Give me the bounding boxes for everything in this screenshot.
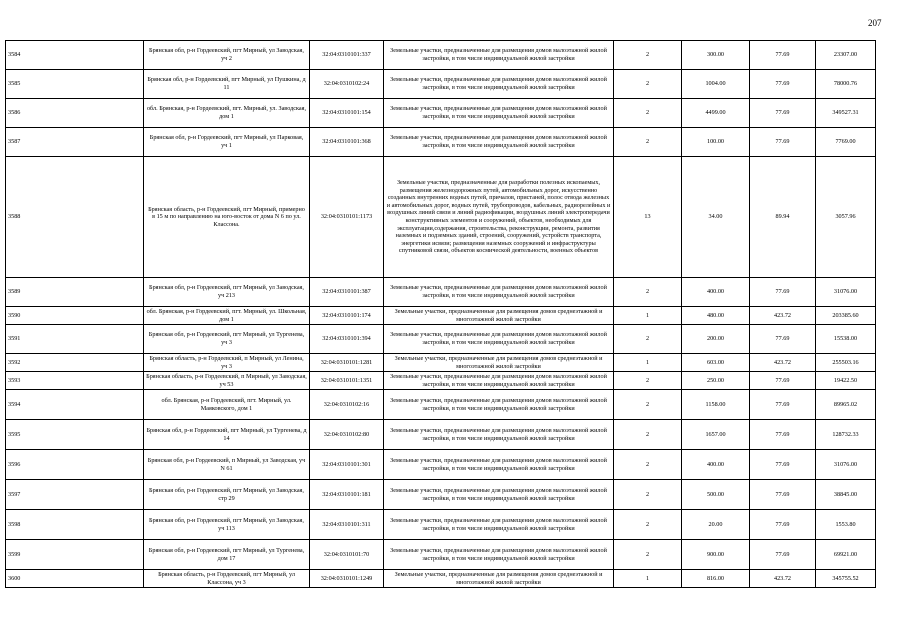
cadastral-value-cell: 15538.00 (816, 325, 876, 354)
area-cell: 300.00 (682, 41, 750, 70)
table-row (6, 510, 876, 540)
cadastral-number-cell: 32:04:0310101:70 (310, 540, 384, 570)
row-number-cell: 3590 (6, 307, 144, 325)
use-code-cell: 2 (614, 420, 682, 450)
land-use-cell: Земельные участки, предназначенные для размещения домов малоэтажной жилой застройки, в том числе индивидуальной жилой застройки (384, 128, 614, 157)
use-code-cell: 2 (614, 480, 682, 510)
use-code-cell: 1 (614, 307, 682, 325)
cadastral-number-cell: 32:04:0310101:174 (310, 307, 384, 325)
cadastral-value-cell: 38845.00 (816, 480, 876, 510)
rate-cell: 423.72 (750, 570, 816, 588)
cadastral-value-cell: 345755.52 (816, 570, 876, 588)
area-cell: 500.00 (682, 480, 750, 510)
use-code-cell: 2 (614, 70, 682, 99)
table-body (6, 41, 876, 588)
row-number-cell: 3599 (6, 540, 144, 570)
cadastral-value-cell: 31076.00 (816, 450, 876, 480)
rate-cell: 77.69 (750, 450, 816, 480)
table-row (6, 450, 876, 480)
address-cell: Брянская обл, р-н Гордеевский, пгт Мирный, ул Заводская, уч 2 (144, 41, 310, 70)
cadastral-number-cell: 32:04:0310101:1281 (310, 354, 384, 372)
land-use-cell: Земельные участки, предназначенные для размещения домов среднеэтажной и многоэтажной жилой застройки (384, 307, 614, 325)
use-code-cell: 2 (614, 390, 682, 420)
cadastral-value-cell: 203385.60 (816, 307, 876, 325)
address-cell: обл. Брянская, р-н Гордеевский, пгт. Мирный, ул. Заводская, дом 1 (144, 99, 310, 128)
rate-cell: 77.69 (750, 128, 816, 157)
cadastral-value-cell: 69921.00 (816, 540, 876, 570)
table-row (6, 70, 876, 99)
land-use-cell: Земельные участки, предназначенные для размещения домов малоэтажной жилой застройки, в том числе индивидуальной жилой застройки (384, 510, 614, 540)
rate-cell: 77.69 (750, 390, 816, 420)
cadastral-value-cell: 255503.16 (816, 354, 876, 372)
rate-cell: 423.72 (750, 307, 816, 325)
table-row (6, 157, 876, 278)
area-cell: 4499.00 (682, 99, 750, 128)
land-use-cell: Земельные участки, предназначенные для размещения домов малоэтажной жилой застройки, в том числе индивидуальной жилой застройки (384, 540, 614, 570)
land-use-cell: Земельные участки, предназначенные для размещения домов малоэтажной жилой застройки, в том числе индивидуальной жилой застройки (384, 99, 614, 128)
rate-cell: 77.69 (750, 99, 816, 128)
rate-cell: 77.69 (750, 540, 816, 570)
land-use-cell: Земельные участки, предназначенные для размещения домов среднеэтажной и многоэтажной жилой застройки (384, 354, 614, 372)
use-code-cell: 2 (614, 372, 682, 390)
row-number-cell: 3597 (6, 480, 144, 510)
address-cell: Брянская обл, р-н Гордеевский, пгт Мирный, ул Заводская, уч 213 (144, 278, 310, 307)
cadastral-value-cell: 89965.02 (816, 390, 876, 420)
row-number-cell: 3584 (6, 41, 144, 70)
table-row (6, 480, 876, 510)
cadastral-value-cell: 128732.33 (816, 420, 876, 450)
address-cell: Брянская обл, р-н Гордеевский, пгт Мирный, ул Пушкина, д 11 (144, 70, 310, 99)
land-use-cell: Земельные участки, предназначенные для размещения домов малоэтажной жилой застройки, в том числе индивидуальной жилой застройки (384, 325, 614, 354)
land-use-cell: Земельные участки, предназначенные для размещения домов малоэтажной жилой застройки, в том числе индивидуальной жилой застройки (384, 420, 614, 450)
cadastral-number-cell: 32:04:0310101:368 (310, 128, 384, 157)
land-use-cell: Земельные участки, предназначенные для размещения домов малоэтажной жилой застройки, в том числе индивидуальной жилой застройки (384, 480, 614, 510)
area-cell: 900.00 (682, 540, 750, 570)
cadastral-number-cell: 32:04:0310101:394 (310, 325, 384, 354)
address-cell: Брянская обл, р-н Гордеевский, пгт Мирный, ул Заводская, стр 29 (144, 480, 310, 510)
land-use-cell: Земельные участки, предназначенные для размещения домов малоэтажной жилой застройки, в том числе индивидуальной жилой застройки (384, 278, 614, 307)
area-cell: 480.00 (682, 307, 750, 325)
rate-cell: 77.69 (750, 325, 816, 354)
area-cell: 603.00 (682, 354, 750, 372)
use-code-cell: 2 (614, 510, 682, 540)
cadastral-number-cell: 32:04:0310101:311 (310, 510, 384, 540)
rate-cell: 77.69 (750, 278, 816, 307)
address-cell: Брянская обл, р-н Гордеевский, пгт Мирный, ул Заводская, уч 113 (144, 510, 310, 540)
row-number-cell: 3600 (6, 570, 144, 588)
rate-cell: 77.69 (750, 372, 816, 390)
land-use-cell: Земельные участки, предназначенные для размещения домов малоэтажной жилой застройки, в том числе индивидуальной жилой застройки (384, 372, 614, 390)
cadastral-number-cell: 32:04:0310102:16 (310, 390, 384, 420)
cadastral-number-cell: 32:04:0310101:181 (310, 480, 384, 510)
cadastral-value-cell: 31076.00 (816, 278, 876, 307)
area-cell: 816.00 (682, 570, 750, 588)
cadastral-value-cell: 78000.76 (816, 70, 876, 99)
page-number: 207 (868, 18, 882, 28)
cadastral-number-cell: 32:04:0310101:1351 (310, 372, 384, 390)
land-registry-table (5, 40, 876, 588)
table-row (6, 99, 876, 128)
table-row (6, 307, 876, 325)
address-cell: Брянская область, р-н Гордеевский, п Мирный, ул Ленина, уч 3 (144, 354, 310, 372)
address-cell: Брянская обл, р-н Гордеевский, пгт Мирный, ул Парковая, уч 1 (144, 128, 310, 157)
table-row (6, 540, 876, 570)
area-cell: 400.00 (682, 278, 750, 307)
rate-cell: 77.69 (750, 510, 816, 540)
address-cell: Брянская обл, р-н Гордеевский, пгт Мирный, ул Тургенева, уч 3 (144, 325, 310, 354)
row-number-cell: 3585 (6, 70, 144, 99)
address-cell: Брянская область, р-н Гордеевский, пгт Мирный, ул Классона, уч 3 (144, 570, 310, 588)
row-number-cell: 3592 (6, 354, 144, 372)
use-code-cell: 2 (614, 128, 682, 157)
land-use-cell: Земельные участки, предназначенные для размещения домов малоэтажной жилой застройки, в том числе индивидуальной жилой застройки (384, 70, 614, 99)
table-row (6, 390, 876, 420)
rate-cell: 77.69 (750, 420, 816, 450)
cadastral-value-cell: 349527.31 (816, 99, 876, 128)
row-number-cell: 3591 (6, 325, 144, 354)
address-cell: Брянская обл, р-н Гордеевский, пгт Мирный, ул Тургенева, д 14 (144, 420, 310, 450)
area-cell: 200.00 (682, 325, 750, 354)
address-cell: Брянская область, р-н Гордеевский, п Мирный, ул Заводская, уч 53 (144, 372, 310, 390)
rate-cell: 89.94 (750, 157, 816, 278)
table-row (6, 278, 876, 307)
address-cell: Брянская обл, р-н Гордеевский, пгт Мирный, ул Тургенева, дом 17 (144, 540, 310, 570)
address-cell: Брянская обл, р-н Гордеевский, п Мирный, ул Заводская, уч N 61 (144, 450, 310, 480)
use-code-cell: 2 (614, 41, 682, 70)
cadastral-value-cell: 19422.50 (816, 372, 876, 390)
rate-cell: 77.69 (750, 70, 816, 99)
table-row (6, 128, 876, 157)
row-number-cell: 3586 (6, 99, 144, 128)
area-cell: 1657.00 (682, 420, 750, 450)
table-row (6, 372, 876, 390)
use-code-cell: 2 (614, 540, 682, 570)
row-number-cell: 3587 (6, 128, 144, 157)
land-use-cell: Земельные участки, предназначенные для размещения домов малоэтажной жилой застройки, в том числе индивидуальной жилой застройки (384, 390, 614, 420)
row-number-cell: 3588 (6, 157, 144, 278)
cadastral-number-cell: 32:04:0310102:80 (310, 420, 384, 450)
area-cell: 250.00 (682, 372, 750, 390)
cadastral-value-cell: 7769.00 (816, 128, 876, 157)
area-cell: 1158.00 (682, 390, 750, 420)
table-row (6, 420, 876, 450)
rate-cell: 77.69 (750, 480, 816, 510)
land-use-cell: Земельные участки, предназначенные для разработки полезных ископаемых, размещения железнодорожных путей, автомобильных дорог, искусственно созданных внутренних водных путей, причалов, пристаней, полос отвода железных и автомобильных дорог, водных путей, трубопроводов, кабельных, радиорелейных и воздушных линий связи и линий радиофикации, воздушных линий электропередачи конструктивных элементов и сооружений, объектов, необходимых для эксплуатации,содержания, строительства, реконструкции, ремонта, развития наземных и подземных зданий, строений, сооружений, устройств транспорта, энергетики исвязи; размещения наземных сооружений и инфраструктуры спутниковой связи, объектов космической деятельности, военных объектов (384, 157, 614, 278)
table-row (6, 41, 876, 70)
row-number-cell: 3598 (6, 510, 144, 540)
area-cell: 100.00 (682, 128, 750, 157)
use-code-cell: 2 (614, 278, 682, 307)
cadastral-value-cell: 3057.96 (816, 157, 876, 278)
cadastral-number-cell: 32:04:0310101:337 (310, 41, 384, 70)
cadastral-value-cell: 1553.80 (816, 510, 876, 540)
cadastral-number-cell: 32:04:0310101:1173 (310, 157, 384, 278)
rate-cell: 77.69 (750, 41, 816, 70)
use-code-cell: 2 (614, 450, 682, 480)
cadastral-number-cell: 32:04:0310101:1249 (310, 570, 384, 588)
use-code-cell: 1 (614, 570, 682, 588)
area-cell: 400.00 (682, 450, 750, 480)
land-use-cell: Земельные участки, предназначенные для размещения домов среднеэтажной и многоэтажной жилой застройки (384, 570, 614, 588)
use-code-cell: 2 (614, 99, 682, 128)
area-cell: 1004.00 (682, 70, 750, 99)
row-number-cell: 3589 (6, 278, 144, 307)
cadastral-value-cell: 23307.00 (816, 41, 876, 70)
address-cell: обл. Брянская, р-н Гордеевский, пгт. Мирный, ул. Маяковского, дом 1 (144, 390, 310, 420)
area-cell: 20.00 (682, 510, 750, 540)
address-cell: Брянская область, р-н Гордеевский, пгт Мирный, примерно в 15 м по направлению на юго-восток от дома N 6 по ул. Классона. (144, 157, 310, 278)
row-number-cell: 3594 (6, 390, 144, 420)
cadastral-number-cell: 32:04:0310101:387 (310, 278, 384, 307)
cadastral-number-cell: 32:04:0310101:301 (310, 450, 384, 480)
table-row (6, 325, 876, 354)
area-cell: 34.00 (682, 157, 750, 278)
cadastral-number-cell: 32:04:0310101:154 (310, 99, 384, 128)
land-use-cell: Земельные участки, предназначенные для размещения домов малоэтажной жилой застройки, в том числе индивидуальной жилой застройки (384, 41, 614, 70)
use-code-cell: 1 (614, 354, 682, 372)
use-code-cell: 13 (614, 157, 682, 278)
use-code-cell: 2 (614, 325, 682, 354)
row-number-cell: 3593 (6, 372, 144, 390)
land-use-cell: Земельные участки, предназначенные для размещения домов малоэтажной жилой застройки, в том числе индивидуальной жилой застройки (384, 450, 614, 480)
rate-cell: 423.72 (750, 354, 816, 372)
table-row (6, 354, 876, 372)
cadastral-number-cell: 32:04:0310102:24 (310, 70, 384, 99)
table-row (6, 570, 876, 588)
row-number-cell: 3596 (6, 450, 144, 480)
address-cell: обл. Брянская, р-н Гордеевский, пгт. Мирный, ул. Школьная, дом 1 (144, 307, 310, 325)
row-number-cell: 3595 (6, 420, 144, 450)
